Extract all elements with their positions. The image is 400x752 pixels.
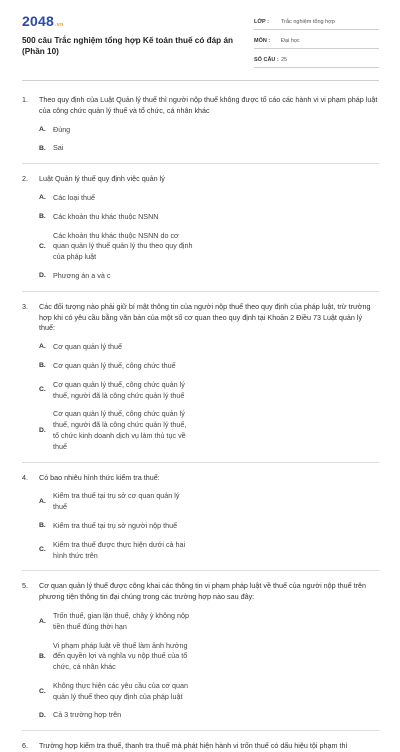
question-body	[39, 95, 379, 162]
option-text: Các khoản thu khác thuộc NSNN do cơ quan quản lý thuế quản lý thu theo quy định của pháp luật	[53, 230, 193, 262]
question-text: Theo quy định của Luật Quản lý thuế thì người nộp thuế không được tố cáo các hành vi vi phạm pháp luật của công chức quản lý thuế và tổ chức, cá nhân khác	[39, 95, 378, 115]
option-a[interactable]	[39, 125, 211, 136]
meta-label: LỚP :	[254, 19, 269, 26]
answer-options	[39, 125, 379, 163]
question-body	[39, 302, 379, 461]
option-text: Cơ quan quản lý thuế, công chức quản lý thuế, người đã là công chức quản lý thuế, tổ chức kinh doanh dịch vụ làm thủ tục về thuế	[53, 409, 187, 451]
question-text: Có bao nhiêu hình thức kiểm tra thuế:	[39, 472, 160, 482]
option-b[interactable]	[39, 521, 211, 532]
question-number: 3.	[22, 301, 28, 311]
meta-value: Trắc nghiệm tổng hợp	[281, 19, 335, 26]
option-text: Vi phạm pháp luật về thuế làm ảnh hưởng đến quyền lợi và nghĩa vụ nộp thuế của tổ chức, cá nhân khác	[53, 640, 188, 672]
meta-row-class	[254, 16, 379, 30]
option-text: Sai	[53, 143, 64, 153]
option-c[interactable]	[39, 380, 211, 402]
question-number: 4.	[22, 472, 28, 482]
question-number: 6.	[22, 741, 28, 751]
option-letter: C.	[39, 386, 46, 394]
option-text: Kiểm tra thuế tại trụ sở người nộp thuế	[53, 520, 178, 530]
question-3	[22, 302, 379, 461]
option-text: Đúng	[53, 124, 71, 134]
question-text: Cơ quan quản lý thuế được công khai các thông tin vi phạm pháp luật về thuế của người nộp thuế trên phương tiện thông tin đại chúng trong các trường hợp nào sau đây:	[39, 581, 367, 602]
meta-label: MÔN :	[254, 38, 271, 45]
question-5	[22, 581, 379, 729]
question-2	[22, 174, 379, 290]
question-6	[22, 741, 379, 752]
meta-box	[254, 16, 379, 74]
question-body	[39, 581, 379, 729]
option-a[interactable]	[39, 611, 211, 633]
option-text: Phương án a và c	[53, 270, 111, 280]
question-separator	[22, 291, 379, 292]
question-separator	[22, 163, 379, 164]
question-text: Trường hợp kiểm tra thuế, thanh tra thuế mà phát hiện hành vi trốn thuế có dấu hiệu tội phạm thì	[39, 741, 348, 751]
option-b[interactable]	[39, 361, 211, 372]
option-letter: D.	[39, 426, 46, 434]
meta-label: SỐ CÂU :	[254, 57, 279, 64]
option-letter: B.	[39, 652, 46, 660]
meta-row-subject	[254, 35, 379, 49]
option-d[interactable]	[39, 271, 211, 282]
option-b[interactable]	[39, 641, 211, 673]
option-letter: D.	[39, 711, 46, 719]
question-number: 1.	[22, 95, 28, 104]
document-title: 500 câu Trắc nghiệm tổng hợp Kế toán thuế có đáp án (Phần 10)	[22, 35, 233, 57]
question-body	[39, 741, 379, 752]
option-letter: B.	[39, 144, 46, 152]
option-letter: D.	[39, 272, 46, 280]
meta-value: Đại học	[281, 38, 300, 45]
option-text: Cả 3 trường hợp trên	[53, 710, 122, 720]
option-letter: B.	[39, 522, 46, 530]
option-text: Các khoản thu khác thuộc NSNN	[53, 211, 159, 221]
meta-value: 25	[281, 57, 288, 64]
answer-options	[39, 611, 379, 729]
option-letter: A.	[39, 343, 46, 351]
question-text: Luật Quản lý thuế quy định việc quản lý	[39, 174, 165, 184]
option-a[interactable]	[39, 491, 211, 513]
option-text: Các loại thuế	[53, 192, 95, 202]
option-text: Cơ quan quản lý thuế, công chức thuế	[53, 360, 176, 370]
document-header	[22, 14, 379, 74]
option-text: Không thực hiện các yêu cầu của cơ quan quản lý thuế theo quy định của pháp luật	[53, 680, 188, 701]
option-a[interactable]	[39, 342, 211, 353]
option-c[interactable]	[39, 540, 211, 562]
option-letter: A.	[39, 194, 46, 202]
question-separator	[22, 730, 379, 731]
option-a[interactable]	[39, 193, 211, 204]
option-d[interactable]	[39, 710, 211, 721]
option-letter: B.	[39, 213, 46, 221]
question-number: 5.	[22, 581, 28, 591]
option-b[interactable]	[39, 212, 211, 223]
question-body	[39, 473, 379, 570]
question-number: 2.	[22, 174, 28, 184]
question-text: Các đối tượng nào phải giữ bí mật thông tin của người nộp thuế theo quy định của pháp luật, trừ trường hợp khi có yêu cầu bằng văn bản của một số cơ quan theo quy định tại Khoản 2 Điều 73 Luật quản lý thuế:	[39, 301, 371, 333]
question-1	[22, 95, 379, 162]
option-text: Kiểm tra thuế được thực hiện dưới cả hai hình thức trên	[53, 539, 186, 560]
answer-options	[39, 342, 379, 460]
logo-main: 2048	[22, 13, 54, 29]
option-letter: A.	[39, 125, 46, 133]
option-text: Cơ quan quản lý thuế	[53, 342, 123, 352]
option-c[interactable]	[39, 231, 211, 263]
option-letter: C.	[39, 687, 46, 695]
option-letter: A.	[39, 498, 46, 506]
option-b[interactable]	[39, 143, 211, 154]
option-text: Kiểm tra thuế tại trụ sở cơ quan quản lý thuế	[53, 491, 180, 512]
question-body	[39, 174, 379, 290]
question-separator	[22, 570, 379, 571]
header-left	[22, 14, 237, 74]
option-letter: B.	[39, 362, 46, 370]
answer-options	[39, 491, 379, 569]
answer-options	[39, 193, 379, 290]
option-letter: C.	[39, 546, 46, 554]
option-c[interactable]	[39, 681, 211, 703]
option-letter: A.	[39, 617, 46, 625]
option-text: Cơ quan quản lý thuế, công chức quản lý thuế, người đã là công chức quản lý thuế	[53, 379, 185, 400]
meta-row-count	[254, 54, 379, 68]
question-separator	[22, 462, 379, 463]
question-4	[22, 473, 379, 570]
logo-suffix: .vn	[54, 22, 64, 28]
header-divider	[22, 80, 379, 81]
option-letter: C.	[39, 242, 46, 250]
option-text: Trốn thuế, gian lận thuế, chây ỳ không nộp tiền thuế đúng thời hạn	[53, 610, 189, 631]
site-logo[interactable]	[22, 14, 237, 29]
option-d[interactable]	[39, 409, 211, 452]
